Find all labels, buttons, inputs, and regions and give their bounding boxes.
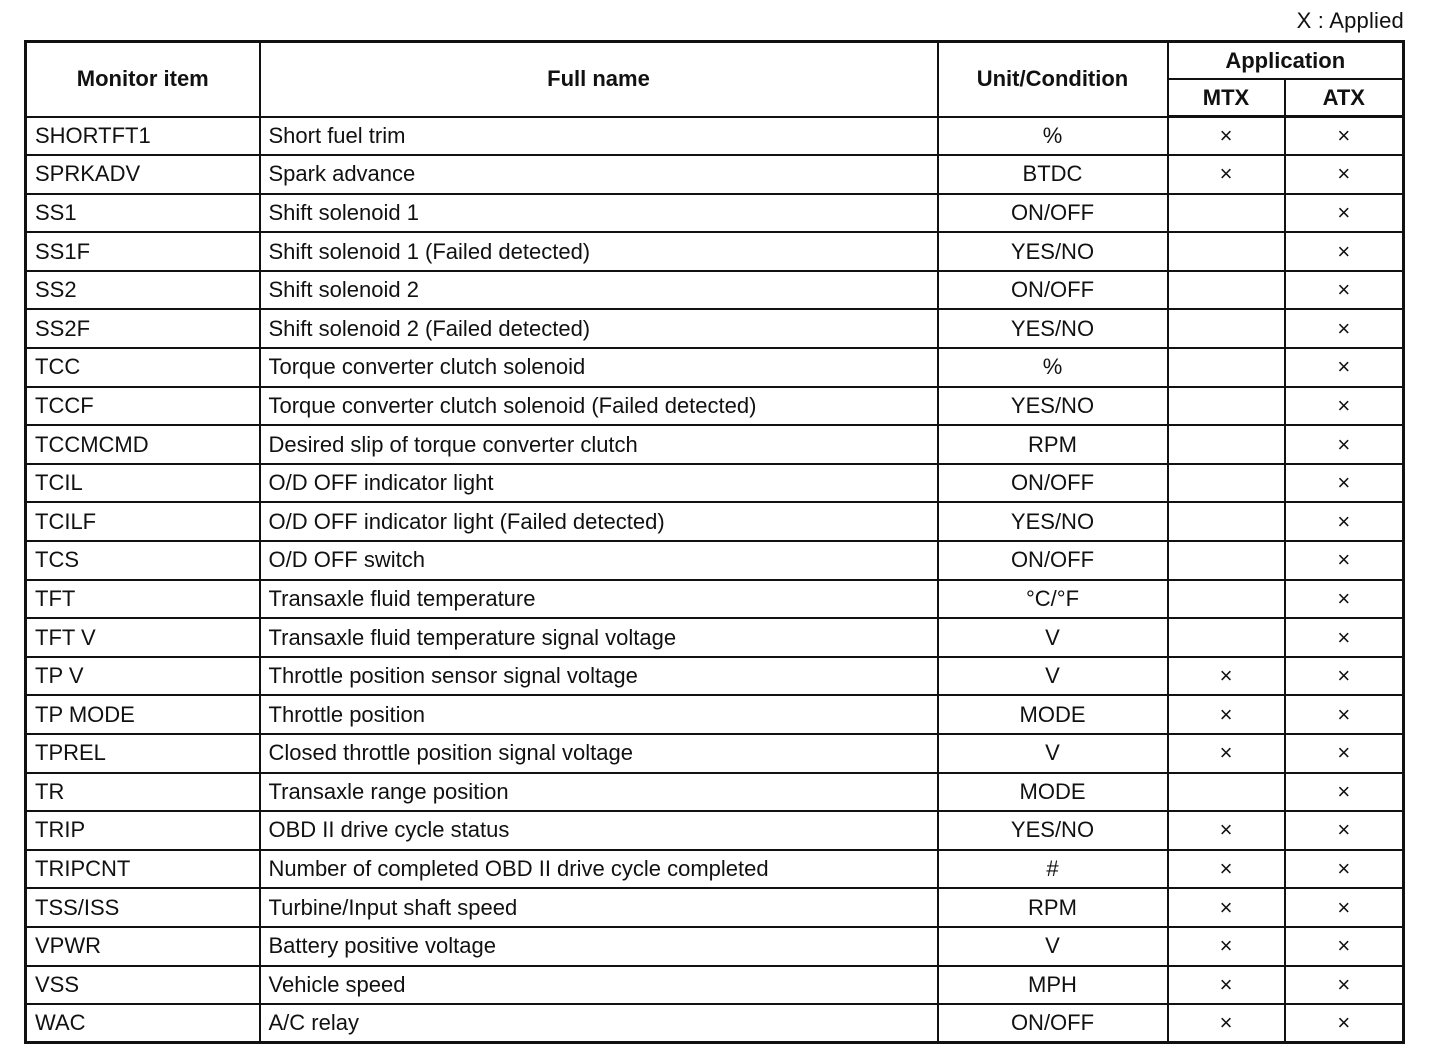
atx-applied-mark: × — [1285, 348, 1404, 387]
full-name-cell: Throttle position sensor signal voltage — [260, 657, 938, 696]
mtx-applied-mark — [1168, 580, 1285, 619]
full-name-cell: Turbine/Input shaft speed — [260, 888, 938, 927]
monitor-item-cell: TRIPCNT — [26, 850, 260, 889]
full-name-cell: Transaxle range position — [260, 773, 938, 812]
atx-applied-mark: × — [1285, 773, 1404, 812]
atx-applied-mark: × — [1285, 966, 1404, 1005]
full-name-cell: Number of completed OBD II drive cycle completed — [260, 850, 938, 889]
mtx-applied-mark: × — [1168, 966, 1285, 1005]
monitor-item-cell: TCS — [26, 541, 260, 580]
mtx-applied-mark — [1168, 773, 1285, 812]
atx-applied-mark: × — [1285, 464, 1404, 503]
table-row — [26, 966, 1404, 1005]
table-body — [26, 117, 1404, 1043]
mtx-applied-mark: × — [1168, 155, 1285, 194]
unit-condition-cell: ON/OFF — [938, 464, 1168, 503]
atx-applied-mark: × — [1285, 734, 1404, 773]
monitor-item-cell: TFT — [26, 580, 260, 619]
atx-applied-mark: × — [1285, 155, 1404, 194]
atx-applied-mark: × — [1285, 927, 1404, 966]
table-row — [26, 387, 1404, 426]
unit-condition-cell: YES/NO — [938, 232, 1168, 271]
full-name-cell: Battery positive voltage — [260, 927, 938, 966]
unit-condition-cell: ON/OFF — [938, 194, 1168, 233]
full-name-cell: Short fuel trim — [260, 117, 938, 156]
full-name-cell: O/D OFF switch — [260, 541, 938, 580]
mtx-applied-mark — [1168, 541, 1285, 580]
table-row — [26, 927, 1404, 966]
unit-condition-cell: V — [938, 657, 1168, 696]
unit-condition-cell: BTDC — [938, 155, 1168, 194]
mtx-applied-mark — [1168, 387, 1285, 426]
atx-applied-mark: × — [1285, 618, 1404, 657]
full-name-cell: Shift solenoid 2 (Failed detected) — [260, 309, 938, 348]
applied-legend: X : Applied — [1296, 8, 1404, 33]
mtx-applied-mark: × — [1168, 734, 1285, 773]
monitor-item-cell: VSS — [26, 966, 260, 1005]
full-name-cell: Shift solenoid 1 — [260, 194, 938, 233]
full-name-cell: Transaxle fluid temperature signal voltage — [260, 618, 938, 657]
monitor-item-table — [24, 40, 1405, 1044]
table-header — [26, 42, 1404, 117]
mtx-applied-mark: × — [1168, 695, 1285, 734]
table-row — [26, 850, 1404, 889]
atx-applied-mark: × — [1285, 309, 1404, 348]
header-row-1 — [26, 42, 1404, 80]
table-row — [26, 811, 1404, 850]
monitor-item-cell: TPREL — [26, 734, 260, 773]
monitor-item-cell: TCILF — [26, 502, 260, 541]
atx-applied-mark: × — [1285, 888, 1404, 927]
monitor-item-cell: TP V — [26, 657, 260, 696]
full-name-cell: Shift solenoid 1 (Failed detected) — [260, 232, 938, 271]
mtx-applied-mark — [1168, 425, 1285, 464]
monitor-item-cell: TCC — [26, 348, 260, 387]
mtx-applied-mark — [1168, 502, 1285, 541]
monitor-item-cell: SS1 — [26, 194, 260, 233]
table-row — [26, 425, 1404, 464]
unit-condition-cell: ON/OFF — [938, 541, 1168, 580]
unit-condition-cell: MODE — [938, 695, 1168, 734]
monitor-item-cell: SS2F — [26, 309, 260, 348]
unit-condition-cell: ON/OFF — [938, 271, 1168, 310]
table-row — [26, 580, 1404, 619]
mtx-applied-mark — [1168, 309, 1285, 348]
table-row — [26, 464, 1404, 503]
full-name-cell: Spark advance — [260, 155, 938, 194]
monitor-item-cell: TP MODE — [26, 695, 260, 734]
unit-condition-cell: YES/NO — [938, 387, 1168, 426]
mtx-applied-mark: × — [1168, 927, 1285, 966]
mtx-applied-mark — [1168, 232, 1285, 271]
full-name-cell: Desired slip of torque converter clutch — [260, 425, 938, 464]
full-name-cell: Throttle position — [260, 695, 938, 734]
unit-condition-cell: V — [938, 734, 1168, 773]
atx-applied-mark: × — [1285, 1004, 1404, 1043]
unit-condition-cell: MPH — [938, 966, 1168, 1005]
unit-condition-cell: ON/OFF — [938, 1004, 1168, 1043]
full-name-cell: OBD II drive cycle status — [260, 811, 938, 850]
unit-condition-cell: # — [938, 850, 1168, 889]
atx-applied-mark: × — [1285, 425, 1404, 464]
table-row — [26, 194, 1404, 233]
unit-condition-cell: MODE — [938, 773, 1168, 812]
mtx-applied-mark: × — [1168, 657, 1285, 696]
monitor-item-cell: TR — [26, 773, 260, 812]
table-row — [26, 734, 1404, 773]
monitor-item-cell: VPWR — [26, 927, 260, 966]
unit-condition-cell: YES/NO — [938, 309, 1168, 348]
full-name-cell: A/C relay — [260, 1004, 938, 1043]
unit-condition-cell: RPM — [938, 425, 1168, 464]
table-row — [26, 773, 1404, 812]
unit-condition-cell: % — [938, 117, 1168, 156]
header-application: Application — [1168, 42, 1404, 80]
atx-applied-mark: × — [1285, 502, 1404, 541]
header-monitor-item: Monitor item — [26, 42, 260, 117]
unit-condition-cell: V — [938, 618, 1168, 657]
monitor-item-cell: TCCF — [26, 387, 260, 426]
atx-applied-mark: × — [1285, 232, 1404, 271]
header-atx: ATX — [1285, 79, 1404, 117]
unit-condition-cell: V — [938, 927, 1168, 966]
table-row — [26, 541, 1404, 580]
header-unit-condition: Unit/Condition — [938, 42, 1168, 117]
monitor-item-cell: SHORTFT1 — [26, 117, 260, 156]
table-row — [26, 155, 1404, 194]
table-row — [26, 618, 1404, 657]
mtx-applied-mark — [1168, 194, 1285, 233]
atx-applied-mark: × — [1285, 271, 1404, 310]
unit-condition-cell: °C/°F — [938, 580, 1168, 619]
full-name-cell: Torque converter clutch solenoid (Failed detected) — [260, 387, 938, 426]
unit-condition-cell: YES/NO — [938, 811, 1168, 850]
header-full-name: Full name — [260, 42, 938, 117]
mtx-applied-mark: × — [1168, 850, 1285, 889]
monitor-item-cell: SS2 — [26, 271, 260, 310]
mtx-applied-mark: × — [1168, 811, 1285, 850]
atx-applied-mark: × — [1285, 811, 1404, 850]
table-row — [26, 1004, 1404, 1043]
atx-applied-mark: × — [1285, 695, 1404, 734]
monitor-item-cell: TCCMCMD — [26, 425, 260, 464]
table-row — [26, 695, 1404, 734]
full-name-cell: Transaxle fluid temperature — [260, 580, 938, 619]
atx-applied-mark: × — [1285, 194, 1404, 233]
table-row — [26, 502, 1404, 541]
header-mtx: MTX — [1168, 79, 1285, 117]
monitor-item-cell: SS1F — [26, 232, 260, 271]
table-row — [26, 348, 1404, 387]
full-name-cell: Shift solenoid 2 — [260, 271, 938, 310]
table-row — [26, 309, 1404, 348]
full-name-cell: Torque converter clutch solenoid — [260, 348, 938, 387]
full-name-cell: O/D OFF indicator light (Failed detected) — [260, 502, 938, 541]
monitor-item-cell: WAC — [26, 1004, 260, 1043]
table-row — [26, 657, 1404, 696]
mtx-applied-mark: × — [1168, 1004, 1285, 1043]
table-row — [26, 271, 1404, 310]
mtx-applied-mark: × — [1168, 888, 1285, 927]
unit-condition-cell: % — [938, 348, 1168, 387]
table-row — [26, 888, 1404, 927]
monitor-item-cell: TRIP — [26, 811, 260, 850]
mtx-applied-mark — [1168, 464, 1285, 503]
table-row — [26, 232, 1404, 271]
atx-applied-mark: × — [1285, 387, 1404, 426]
unit-condition-cell: RPM — [938, 888, 1168, 927]
full-name-cell: O/D OFF indicator light — [260, 464, 938, 503]
full-name-cell: Vehicle speed — [260, 966, 938, 1005]
mtx-applied-mark: × — [1168, 117, 1285, 156]
mtx-applied-mark — [1168, 348, 1285, 387]
atx-applied-mark: × — [1285, 657, 1404, 696]
mtx-applied-mark — [1168, 618, 1285, 657]
mtx-applied-mark — [1168, 271, 1285, 310]
atx-applied-mark: × — [1285, 580, 1404, 619]
monitor-item-cell: TCIL — [26, 464, 260, 503]
atx-applied-mark: × — [1285, 541, 1404, 580]
monitor-item-cell: SPRKADV — [26, 155, 260, 194]
atx-applied-mark: × — [1285, 850, 1404, 889]
unit-condition-cell: YES/NO — [938, 502, 1168, 541]
monitor-item-cell: TFT V — [26, 618, 260, 657]
atx-applied-mark: × — [1285, 117, 1404, 156]
full-name-cell: Closed throttle position signal voltage — [260, 734, 938, 773]
table-row — [26, 117, 1404, 156]
monitor-item-cell: TSS/ISS — [26, 888, 260, 927]
